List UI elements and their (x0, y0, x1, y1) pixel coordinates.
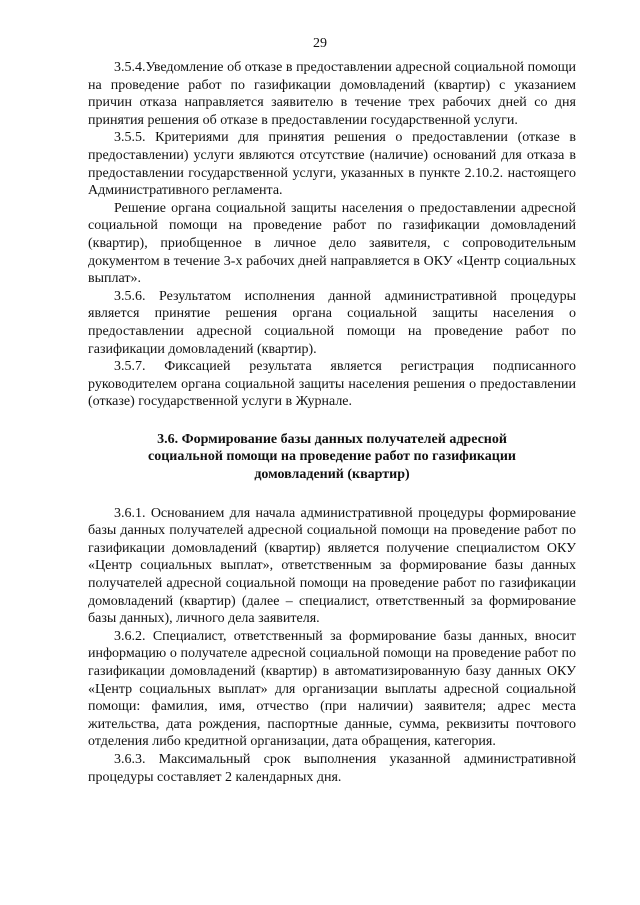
paragraph-3-6-3: 3.6.3. Максимальный срок выполнения указанной административной процедуры составляет 2 календарных дня. (88, 751, 576, 785)
paragraph-3-5-7: 3.5.7. Фиксацией результата является регистрация подписанного руководителем органа социальной защиты населения решения о предоставлении (отказе) государственной услуги в Журнале. (88, 359, 576, 410)
page-number: 29 (313, 36, 327, 51)
heading-line-3: домовладений (квартир) (254, 467, 410, 483)
document-body (88, 59, 576, 786)
paragraph-decision: Решение органа социальной защиты населения о предоставлении адресной социальной помощи на проведение работ по газификации домовладений (квартир), приобщенное в личное дело заявителя, с сопроводительным документом в течение 3-х рабочих дней направляется в ОКУ «Центр социальных выплат». (88, 200, 576, 287)
paragraph-3-6-2: 3.6.2. Специалист, ответственный за формирование базы данных, вносит информацию о получателе адресной социальной помощи на проведение работ по газификации домовладений (квартир) в автоматизированную базу данных ОКУ «Центр социальных выплат» для организации выплаты адресной социальной помощи: фамилия, имя, отчество (при наличии) заявителя; адрес места жительства, дата рождения, паспортные данные, сумма, реквизиты почтового отделения либо кредитной организации, дата обращения, категория. (88, 628, 576, 750)
paragraph-3-5-6: 3.5.6. Результатом исполнения данной административной процедуры является принятие решения органа социальной защиты населения о предоставлении адресной социальной помощи на проведение работ по газификации домовладений (квартир). (88, 288, 576, 357)
heading-line-2: социальной помощи на проведение работ по газификации (148, 449, 516, 465)
paragraph-3-5-4: 3.5.4.Уведомление об отказе в предоставлении адресной социальной помощи на проведение работ по газификации домовладений (квартир) с указанием причин отказа направляется заявителю в течение трех рабочих дней со дня принятия решения об отказе в предоставлении государственной услуги. (88, 60, 576, 128)
section-heading-3-6 (88, 431, 576, 484)
paragraph-3-6-1: 3.6.1. Основанием для начала административной процедуры формирование базы данных получателей адресной социальной помощи на проведение работ по газификации домовладений (квартир) является получение специалистом ОКУ «Центр социальных выплат», ответственным за формирование базы данных получателей адресной социальной помощи на проведение работ по газификации домовладений (квартир) (далее – специалист, ответственный за формирование базы данных), личного дела заявителя. (88, 505, 576, 627)
heading-line-1: 3.6. Формирование базы данных получателей адресной (157, 431, 507, 447)
paragraph-3-5-5: 3.5.5. Критериями для принятия решения о предоставлении (отказе в предоставлении) услуги являются отсутствие (наличие) оснований для отказа в предоставлении государственной услуги, указанных в пункте 2.10.2. настоящего Административного регламента. (88, 130, 576, 199)
